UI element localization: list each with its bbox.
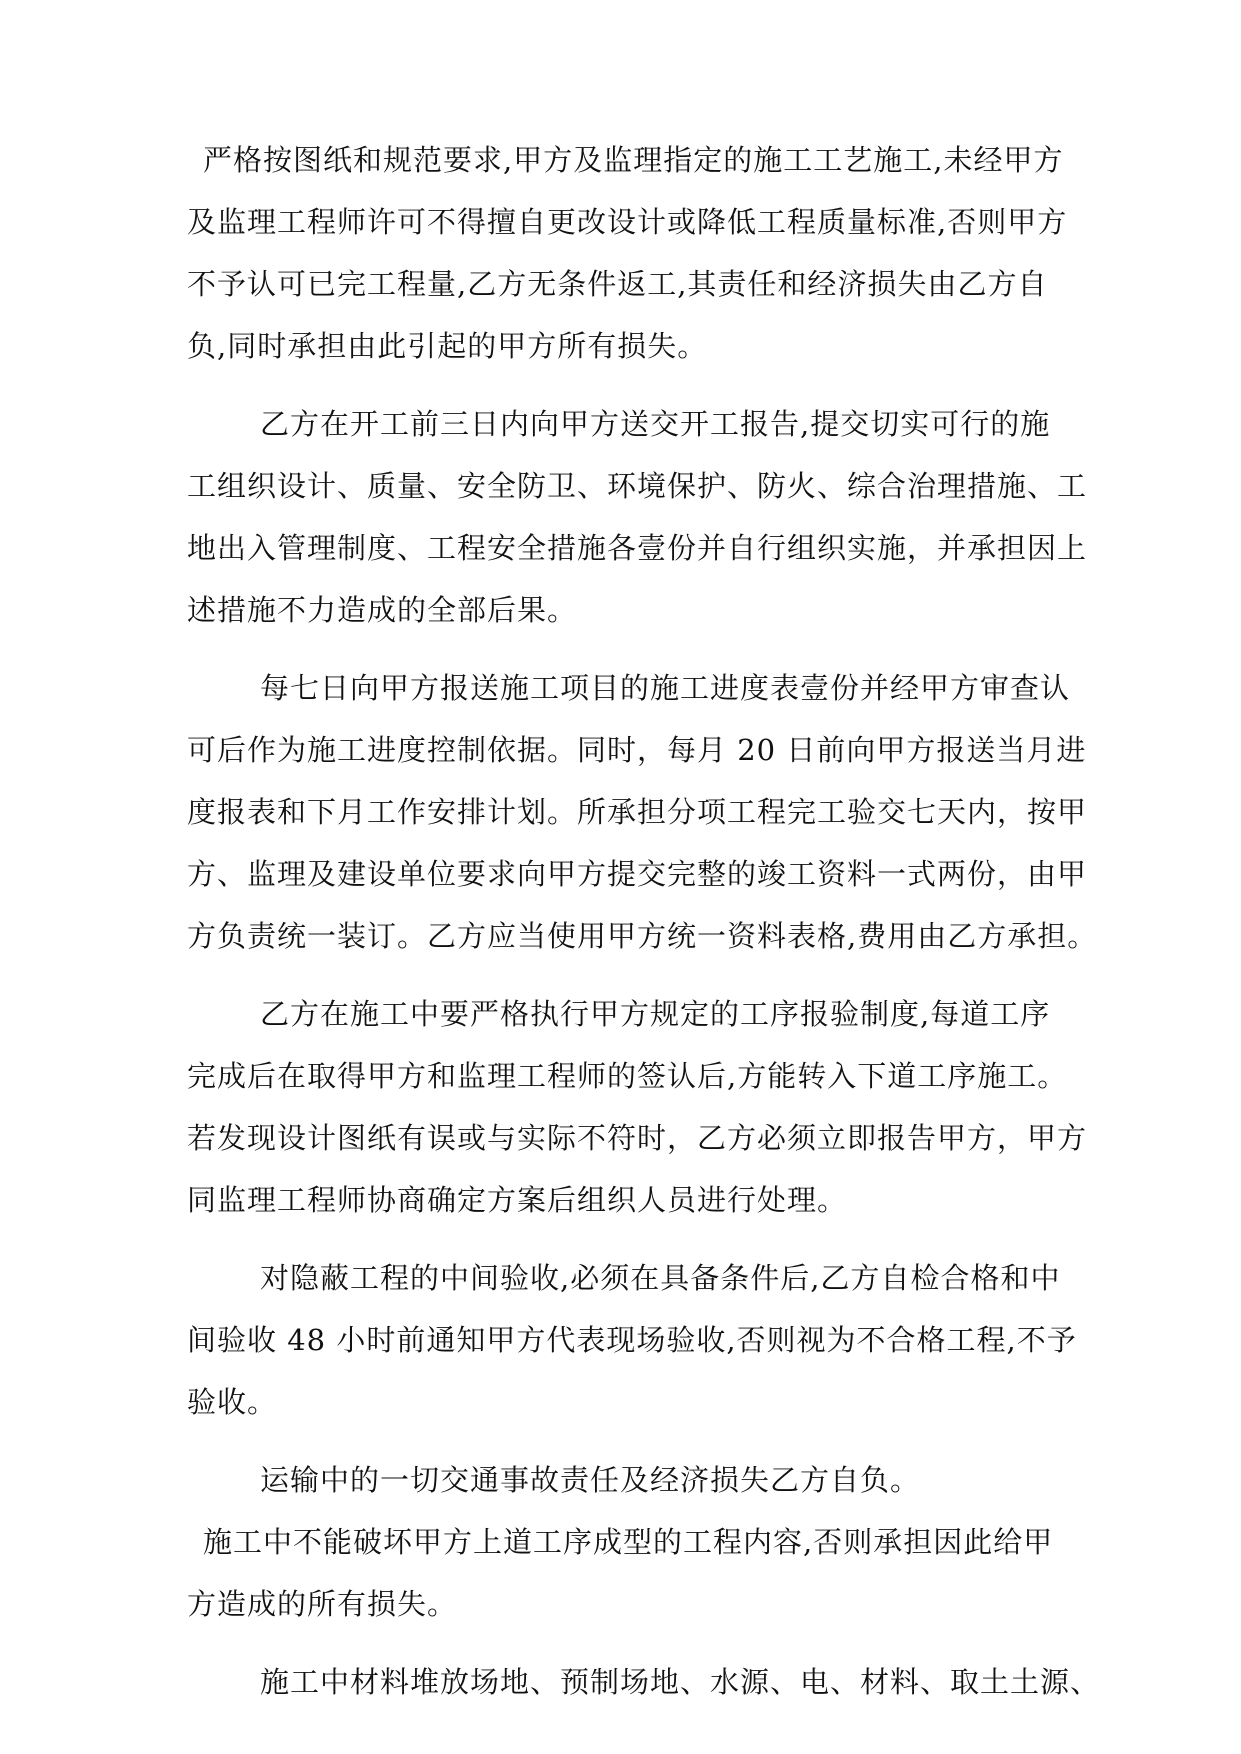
paragraph-4-line-4: 同监理工程师协商确定方案后组织人员进行处理。 <box>187 1183 848 1217</box>
paragraph-1-line-3: 不予认可已完工程量,乙方无条件返工,其责任和经济损失由乙方自 <box>187 267 1048 301</box>
paragraph-4-line-1: 乙方在施工中要严格执行甲方规定的工序报验制度,每道工序 <box>260 997 1051 1031</box>
paragraph-5-line-2: 间验收 48 小时前通知甲方代表现场验收,否则视为不合格工程,不予 <box>187 1323 1077 1357</box>
paragraph-2-line-3: 地出入管理制度、工程安全措施各壹份并自行组织实施，并承担因上 <box>187 531 1088 565</box>
paragraph-2-line-1: 乙方在开工前三日内向甲方送交开工报告,提交切实可行的施 <box>260 407 1051 441</box>
paragraph-4-line-3: 若发现设计图纸有误或与实际不符时，乙方必须立即报告甲方，甲方 <box>187 1121 1088 1155</box>
paragraph-1-line-2: 及监理工程师许可不得擅自更改设计或降低工程质量标准,否则甲方 <box>187 205 1068 239</box>
paragraph-7-line-2: 方造成的所有损失。 <box>187 1587 458 1621</box>
paragraph-2-line-2: 工组织设计、质量、安全防卫、环境保护、防火、综合治理措施、工 <box>187 469 1088 503</box>
paragraph-5-line-3: 验收。 <box>187 1385 278 1419</box>
paragraph-3-line-3: 度报表和下月工作安排计划。所承担分项工程完工验交七天内，按甲 <box>187 795 1088 829</box>
paragraph-1-line-4: 负,同时承担由此引起的甲方所有损失。 <box>187 329 708 363</box>
paragraph-3-line-4: 方、监理及建设单位要求向甲方提交完整的竣工资料一式两份，由甲 <box>187 857 1088 891</box>
paragraph-3-line-2: 可后作为施工进度控制依据。同时，每月 20 日前向甲方报送当月进 <box>187 733 1087 767</box>
paragraph-7-line-1: 施工中不能破坏甲方上道工序成型的工程内容,否则承担因此给甲 <box>203 1525 1054 1559</box>
paragraph-4-line-2: 完成后在取得甲方和监理工程师的签认后,方能转入下道工序施工。 <box>187 1059 1068 1093</box>
paragraph-3-line-1: 每七日向甲方报送施工项目的施工进度表壹份并经甲方审查认 <box>260 671 1071 705</box>
paragraph-2-line-4: 述措施不力造成的全部后果。 <box>187 593 578 627</box>
paragraph-6-line-1: 运输中的一切交通事故责任及经济损失乙方自负。 <box>260 1463 921 1497</box>
paragraph-8-line-1: 施工中材料堆放场地、预制场地、水源、电、材料、取土土源、 <box>260 1665 1101 1699</box>
paragraph-1-line-1: 严格按图纸和规范要求,甲方及监理指定的施工工艺施工,未经甲方 <box>203 143 1064 177</box>
paragraph-5-line-1: 对隐蔽工程的中间验收,必须在具备条件后,乙方自检合格和中 <box>260 1261 1061 1295</box>
paragraph-3-line-5: 方负责统一装订。乙方应当使用甲方统一资料表格,费用由乙方承担。 <box>187 919 1098 953</box>
